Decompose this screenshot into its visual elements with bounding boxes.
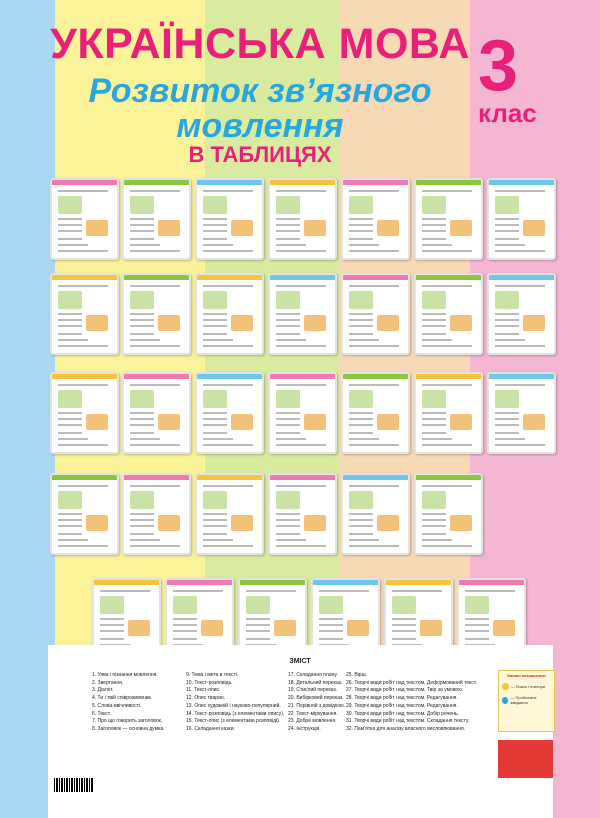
table-thumbnail	[122, 273, 191, 355]
contents-item: 13. Опис художній і науково-популярний.	[186, 702, 281, 709]
publisher-logo	[498, 740, 553, 778]
table-thumbnail	[414, 372, 483, 454]
table-thumbnail	[195, 473, 264, 555]
contents-item: 12. Опис тварин.	[186, 695, 226, 702]
table-thumbnail	[122, 473, 191, 555]
legend-box	[498, 670, 555, 732]
contents-item: 3. Діалог.	[92, 687, 114, 694]
grade-number: 3	[478, 26, 519, 106]
contents-item: 17. Складання плану.	[288, 672, 338, 678]
grade-word: клас	[478, 98, 537, 128]
footer	[48, 795, 553, 818]
contents-item: 7. Про що говорить заголовок.	[92, 718, 163, 725]
contents-item: 11. Текст-опис.	[186, 687, 221, 694]
contents-item: 20. Вибірковий переказ.	[288, 695, 344, 702]
legend-item-1: — Вчись і повтори	[511, 684, 546, 689]
contents-item: 15. Текст-опис (з елементами розповіді).	[186, 718, 281, 725]
legend-row-2	[502, 695, 551, 705]
contents-column-4	[346, 672, 477, 734]
contents-item: 22. Текст-міркування.	[288, 710, 338, 717]
contents-item: 21. Порівняй з довідкою.	[288, 702, 346, 709]
contents-item: 2. Звертання.	[92, 679, 124, 686]
poster-subtitle-line1: Розвиток зв’язного	[88, 72, 432, 110]
table-thumbnail	[268, 178, 337, 260]
table-thumbnail	[122, 178, 191, 260]
contents-item: 4. Ти і твій співрозмовник.	[92, 695, 153, 702]
contents-item: 25. Вірш.	[346, 672, 367, 678]
contents-item: 24. Інструкція.	[288, 725, 321, 732]
table-thumbnail	[487, 273, 556, 355]
lightbulb-icon	[502, 683, 509, 690]
table-thumbnail	[414, 178, 483, 260]
contents-item: 28. Творчі види робіт над текстом. Редагування.	[346, 695, 458, 702]
contents-column-2	[186, 672, 284, 734]
table-thumbnail	[50, 372, 119, 454]
contents-item: 19. Стислий переказ.	[288, 687, 338, 694]
contents-item: 29. Творчі види робіт над текстом. Редагування.	[346, 702, 458, 709]
contents-item: 8. Заголовок — основна думка.	[92, 725, 165, 732]
poster-subtitle-line2: мовлення	[176, 107, 344, 145]
contents-item: 16. Складання казки.	[186, 725, 235, 732]
contents-column-3	[288, 672, 345, 734]
table-thumbnail	[268, 473, 337, 555]
poster-subtitle-line3: В ТАБЛИЦЯХ	[188, 142, 332, 167]
table-thumbnail	[341, 178, 410, 260]
contents-item: 18. Детальний переказ.	[288, 679, 343, 686]
contents-item: 32. Пам'ятка для аналізу власного висловлювання.	[346, 725, 466, 732]
table-thumbnail	[268, 273, 337, 355]
contents-item: 6. Текст.	[92, 710, 111, 717]
question-icon	[502, 697, 508, 704]
contents-item: 26. Творчі види робіт над текстом. Деформований текст.	[346, 679, 477, 686]
table-thumbnail	[487, 178, 556, 260]
contents-item: 10. Текст-розповідь.	[186, 679, 233, 686]
table-thumbnail	[414, 273, 483, 355]
contents-item: 30. Творчі види робіт над текстом. Добір речень.	[346, 710, 459, 717]
table-thumbnail	[341, 473, 410, 555]
contents-item: 23. Добре мовлення.	[288, 718, 337, 725]
contents-item: 14. Текст-розповідь (з елементами опису).	[186, 710, 285, 717]
table-thumbnail	[50, 473, 119, 555]
table-thumbnail	[341, 372, 410, 454]
table-thumbnail	[268, 372, 337, 454]
contents-item: 31. Творчі види робіт над текстом. Складання тексту.	[346, 718, 470, 725]
legend-title: Умовні позначення:	[506, 673, 547, 678]
contents-item: 9. Тема і мета в тексті.	[186, 672, 239, 678]
barcode	[54, 778, 94, 792]
table-thumbnail	[195, 372, 264, 454]
table-thumbnail	[414, 473, 483, 555]
table-thumbnail	[487, 372, 556, 454]
contents-item: 1. Уява і пізнання мовлення.	[92, 672, 158, 678]
table-thumbnail	[50, 273, 119, 355]
table-thumbnail	[50, 178, 119, 260]
contents-item: 27. Творчі види робіт над текстом. Твір за умовою.	[346, 687, 464, 694]
legend-item-2: — Проблемне завдання	[510, 695, 537, 705]
table-thumbnail	[341, 273, 410, 355]
table-thumbnail	[195, 273, 264, 355]
contents-column-1	[92, 672, 165, 734]
contents-item: 5. Слова-ввічливості.	[92, 702, 142, 709]
table-thumbnail	[122, 372, 191, 454]
table-thumbnail	[195, 178, 264, 260]
contents-title: ЗМІСТ	[289, 658, 311, 665]
poster-title: УКРАЇНСЬКА МОВА	[50, 20, 470, 68]
legend-row-1	[502, 683, 551, 690]
